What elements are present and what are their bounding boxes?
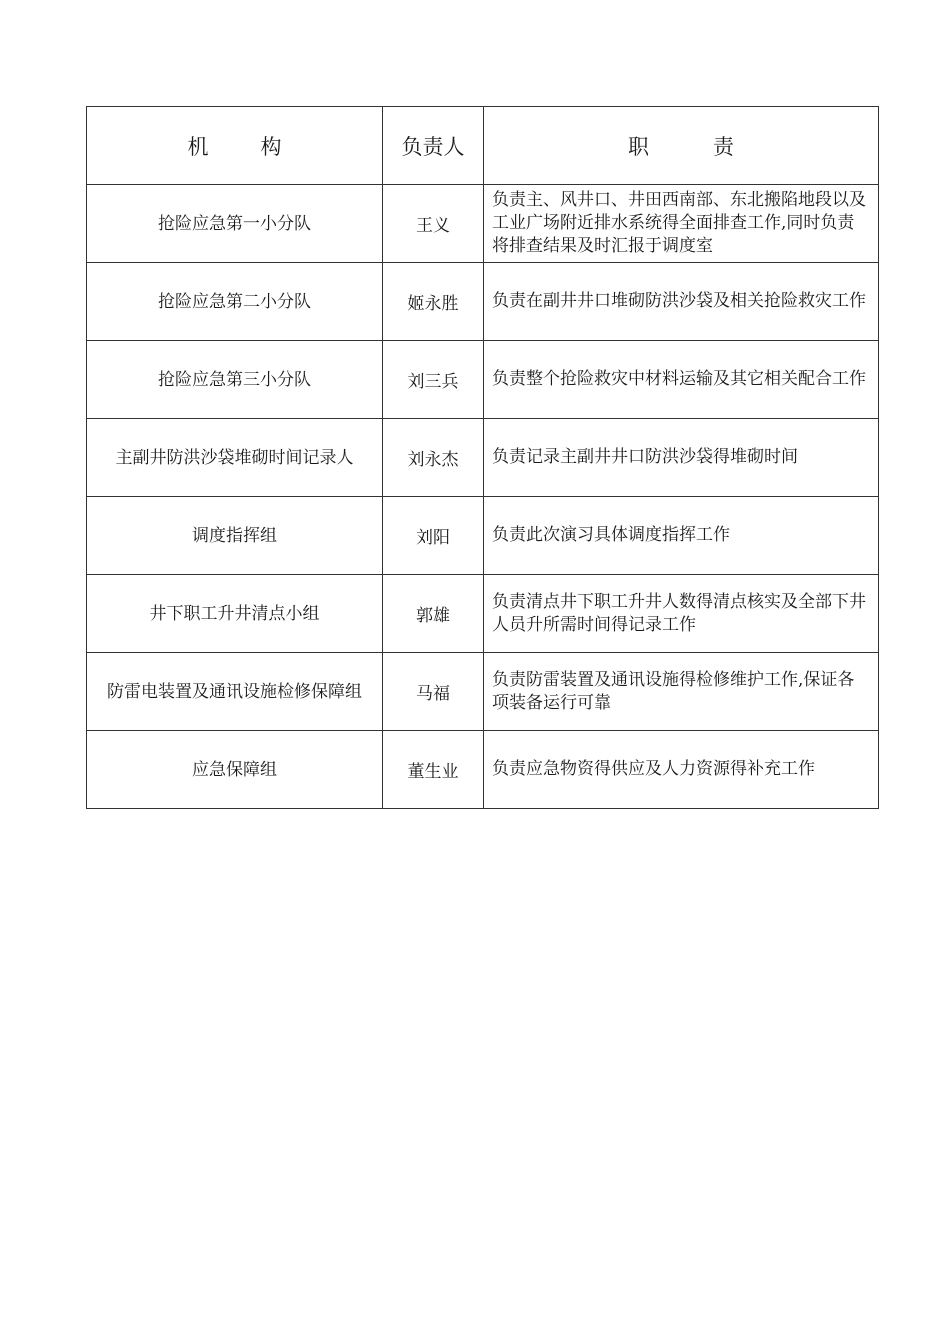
duty-cell: 负责在副井井口堆砌防洪沙袋及相关抢险救灾工作 <box>484 263 879 341</box>
table-row <box>87 731 879 809</box>
table-row <box>87 497 879 575</box>
header-responsibility-char-1: 职 <box>628 134 649 159</box>
table-row <box>87 575 879 653</box>
organization-cell: 抢险应急第一小分队 <box>87 185 383 263</box>
duty-cell: 负责记录主副井井口防洪沙袋得堆砌时间 <box>484 419 879 497</box>
organization-cell: 抢险应急第三小分队 <box>87 341 383 419</box>
person-cell: 王义 <box>383 185 484 263</box>
duty-cell: 负责防雷装置及通讯设施得检修维护工作,保证各项装备运行可靠 <box>484 653 879 731</box>
table-row <box>87 185 879 263</box>
duty-cell: 负责主、风井口、井田西南部、东北搬陷地段以及工业广场附近排水系统得全面排查工作,同时负责将排查结果及时汇报于调度室 <box>484 185 879 263</box>
organization-cell: 抢险应急第二小分队 <box>87 263 383 341</box>
person-cell: 郭雄 <box>383 575 484 653</box>
duty-cell: 负责整个抢险救灾中材料运输及其它相关配合工作 <box>484 341 879 419</box>
person-cell: 刘三兵 <box>383 341 484 419</box>
table-row <box>87 341 879 419</box>
person-cell: 刘阳 <box>383 497 484 575</box>
duty-cell: 负责此次演习具体调度指挥工作 <box>484 497 879 575</box>
table-row <box>87 653 879 731</box>
header-person-in-charge: 负责人 <box>383 107 484 185</box>
person-cell: 董生业 <box>383 731 484 809</box>
organization-cell: 井下职工升井清点小组 <box>87 575 383 653</box>
table-row <box>87 419 879 497</box>
header-responsibility-char-2: 责 <box>713 134 734 159</box>
organization-cell: 调度指挥组 <box>87 497 383 575</box>
organization-cell: 应急保障组 <box>87 731 383 809</box>
person-cell: 刘永杰 <box>383 419 484 497</box>
organization-cell: 防雷电装置及通讯设施检修保障组 <box>87 653 383 731</box>
header-organization-char-2: 构 <box>260 134 282 159</box>
header-organization-char-1: 机 <box>187 134 209 159</box>
person-cell: 马福 <box>383 653 484 731</box>
organization-cell: 主副井防洪沙袋堆砌时间记录人 <box>87 419 383 497</box>
person-cell: 姬永胜 <box>383 263 484 341</box>
table-row <box>87 263 879 341</box>
header-responsibility <box>484 107 879 185</box>
responsibility-table <box>86 106 879 809</box>
duty-cell: 负责应急物资得供应及人力资源得补充工作 <box>484 731 879 809</box>
header-organization <box>87 107 383 185</box>
table-header-row <box>87 107 879 185</box>
duty-cell: 负责清点井下职工升井人数得清点核实及全部下井人员升所需时间得记录工作 <box>484 575 879 653</box>
